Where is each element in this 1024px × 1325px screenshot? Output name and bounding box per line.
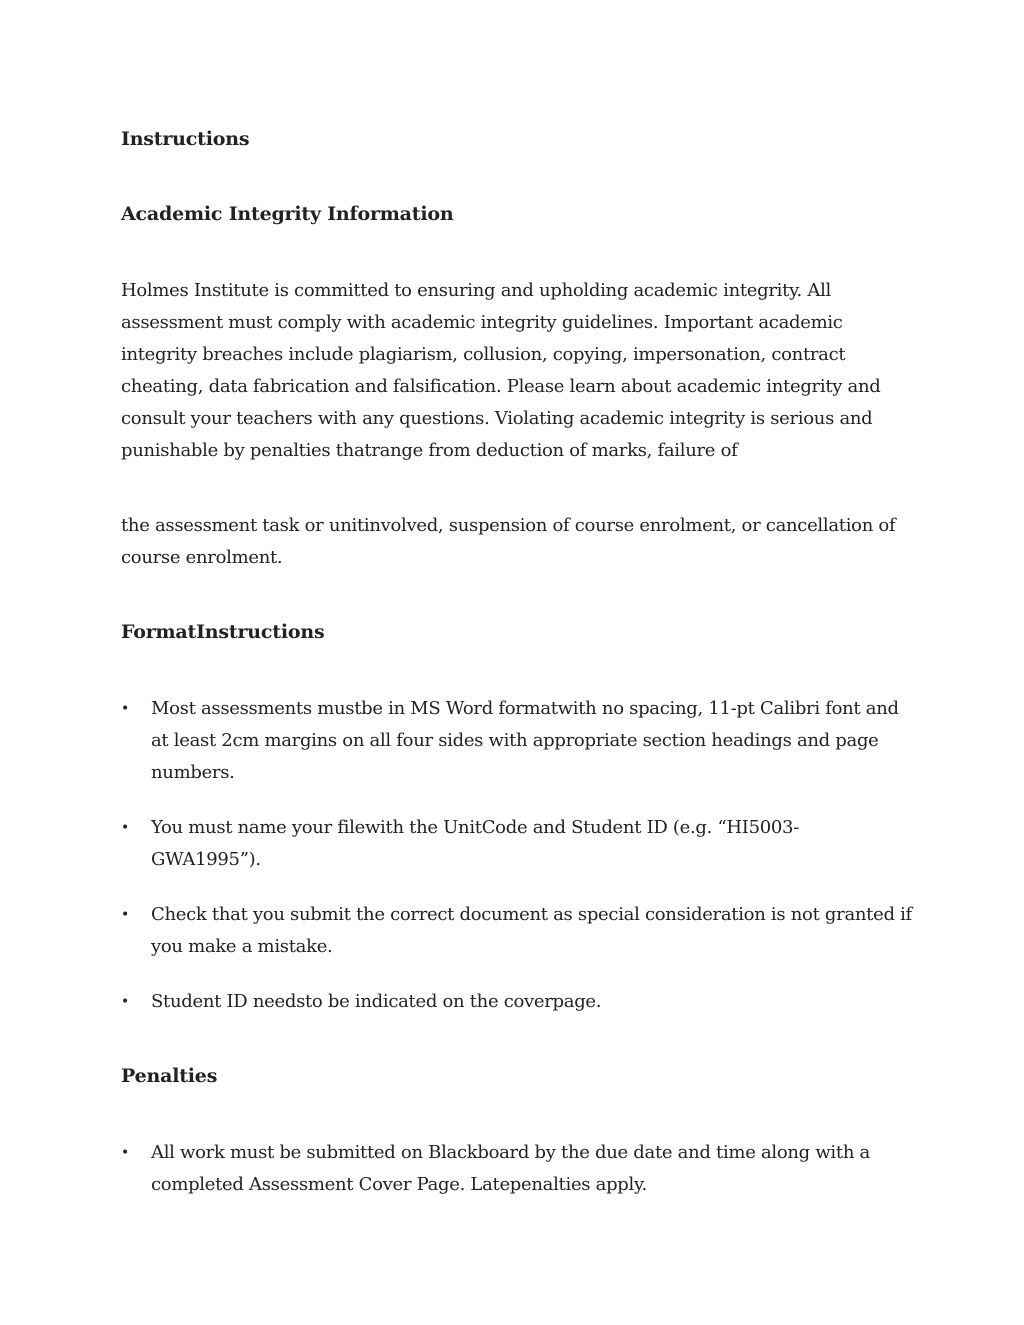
- paragraph-line: the assessment task or unitinvolved, suspension of course enrolment, or cancellation of: [121, 515, 896, 536]
- bullet-text: [151, 1137, 911, 1201]
- bullet-icon: •: [121, 907, 129, 923]
- bullet-text: [151, 986, 911, 1018]
- bullet-line: Student ID needsto be indicated on the coverpage.: [151, 991, 602, 1012]
- bullet-line: You must name your filewith the UnitCode and Student ID (e.g. “HI5003-: [151, 817, 799, 838]
- academic-integrity-paragraph-2: [121, 510, 901, 574]
- paragraph-line: consult your teachers with any questions. Violating academic integrity is serious and: [121, 408, 873, 429]
- bullet-text: [151, 812, 911, 876]
- paragraph-line: assessment must comply with academic integrity guidelines. Important academic: [121, 312, 843, 333]
- instructions-heading: Instructions: [121, 128, 250, 150]
- bullet-icon: •: [121, 820, 129, 836]
- penalties-heading: Penalties: [121, 1065, 218, 1087]
- bullet-line: All work must be submitted on Blackboard by the due date and time along with a: [151, 1142, 870, 1163]
- paragraph-line: Holmes Institute is committed to ensuring and upholding academic integrity. All: [121, 280, 832, 301]
- bullet-line: numbers.: [151, 762, 235, 783]
- bullet-icon: •: [121, 701, 129, 717]
- bullet-line: GWA1995”).: [151, 849, 261, 870]
- paragraph-line: course enrolment.: [121, 547, 283, 568]
- bullet-text: [151, 899, 911, 963]
- bullet-line: Most assessments mustbe in MS Word formatwith no spacing, 11-pt Calibri font and: [151, 698, 899, 719]
- bullet-line: at least 2cm margins on all four sides with appropriate section headings and page: [151, 730, 879, 751]
- format-instructions-heading: FormatInstructions: [121, 621, 325, 643]
- bullet-icon: •: [121, 994, 129, 1010]
- bullet-line: Check that you submit the correct document as special consideration is not granted if: [151, 904, 912, 925]
- bullet-line: completed Assessment Cover Page. Latepenalties apply.: [151, 1174, 647, 1195]
- paragraph-line: cheating, data fabrication and falsification. Please learn about academic integrity and: [121, 376, 881, 397]
- academic-integrity-paragraph-1: [121, 275, 901, 467]
- bullet-text: [151, 693, 911, 789]
- paragraph-line: punishable by penalties thatrange from deduction of marks, failure of: [121, 440, 738, 461]
- bullet-line: you make a mistake.: [151, 936, 333, 957]
- paragraph-line: integrity breaches include plagiarism, collusion, copying, impersonation, contract: [121, 344, 846, 365]
- bullet-icon: •: [121, 1145, 129, 1161]
- academic-integrity-heading: Academic Integrity Information: [121, 203, 454, 225]
